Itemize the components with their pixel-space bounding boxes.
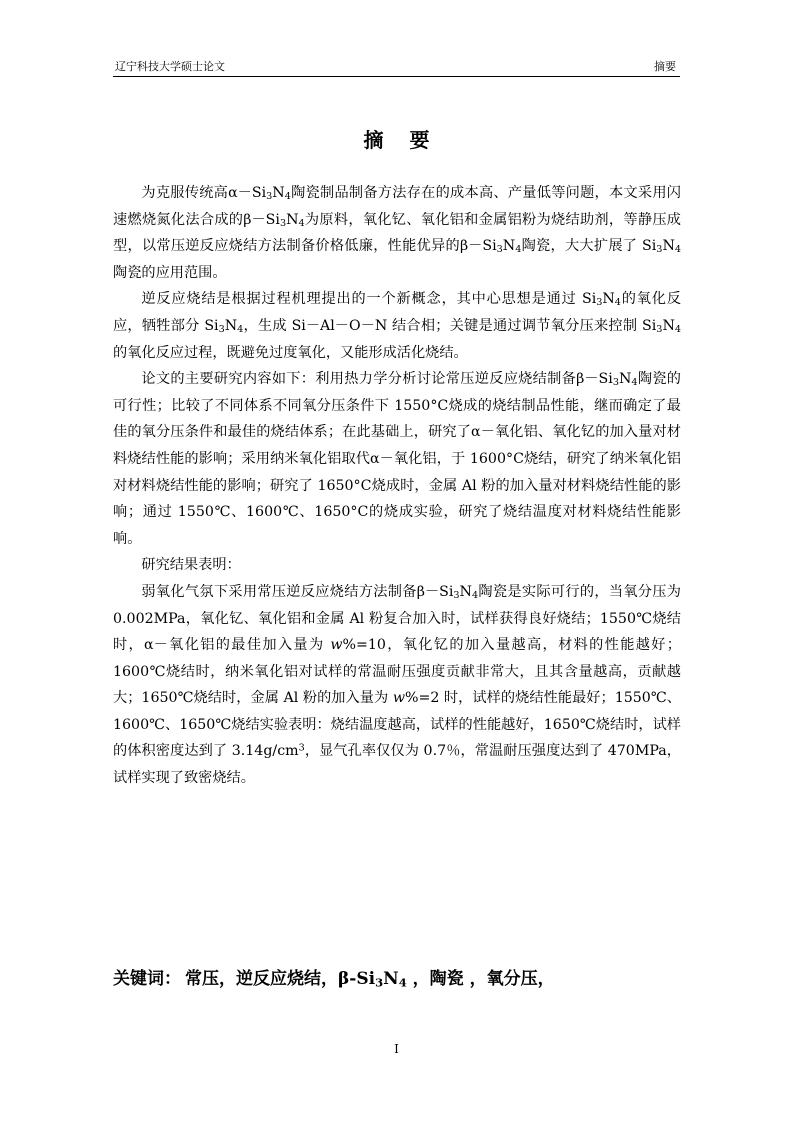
paragraph-results-intro: 研究结果表明： <box>141 557 241 574</box>
header-section-name: 摘要 <box>654 60 676 73</box>
keywords-line <box>113 964 555 989</box>
page-header <box>113 56 680 77</box>
abstract-title: 摘要 <box>363 128 456 152</box>
keywords-text: 常压，逆反应烧结，$\beta-Si_3N_4$ ，陶瓷 ，氧分压， <box>185 969 555 990</box>
keywords-label: 关键词： <box>113 969 181 989</box>
paragraph-intro: 为克服传统高$\alpha-Si_3N_4$陶瓷制品制备方法存在的成本高、产量低等问题，本文采用闪速燃烧氮化法合成的$\beta-Si_3N_4$为原料，氧化钇、氧化铝和金属铝粉为烧结助剂，等静压成型，以常压逆反应烧结方法制备价格低廉，性能优异的$\beta-Si_3N_4$陶瓷，大大扩展了 $Si_3N_4$陶瓷的应用范围。 <box>113 185 681 281</box>
page-number: I <box>394 1042 399 1056</box>
paragraph-results: 弱氧化气氛下采用常压逆反应烧结方法制备$\beta-Si_3N_4$陶瓷是实际可行的，当氧分压为 0.002MPa，氧化钇、氧化铝和金属 Al 粉复合加入时，试样获得良好烧结；1550℃烧结时，α－氧化铝的最佳加入量为 w%=10，氧化钇的加入量越高，材料的性能越好；1600℃烧结时，纳米氧化铝对试样的常温耐压强度贡献非常大，且其含量越高，贡献越大；1650℃烧结时，金属 Al 粉的加入量为 w%=2 时，试样的烧结性能最好；1550℃、1600℃、1650℃烧结实验表明：烧结温度越高，试样的性能越好，1650℃烧结时，试样的体积密度达到了 $3.14g/cm^3$，显气孔率仅仅为 0.7％，常温耐压强度达到了 470MPa，试样实现了致密烧结。 <box>113 583 681 787</box>
paragraph-content: 论文的主要研究内容如下：利用热力学分析讨论常压逆反应烧结制备$\beta-Si_3N_4$陶瓷的可行性；比较了不同体系不同氧分压条件下 1550°C烧成的烧结制品性能，继而确定了最佳的氧分压条件和最佳的烧结体系；在此基础上，研究了α－氧化铝、氧化钇的加入量对材料烧结性能的影响；采用纳米氧化铝取代α－氧化铝，于 1600°C烧结，研究了纳米氧化铝对材料烧结性能的影响；研究了 1650°C烧成时，金属 Al 粉的加入量对材料烧结性能的影响；通过 1550℃、1600℃、1650°C的烧成实验，研究了烧结温度对材料烧结性能影响。 <box>113 371 681 547</box>
header-thesis-title: 辽宁科技大学硕士论文 <box>115 60 225 73</box>
abstract-body <box>113 180 681 792</box>
paragraph-concept: 逆反应烧结是根据过程机理提出的一个新概念，其中心思想是通过 $Si_3N_4$的氧化反应，牺牲部分 $Si_3N_4$，生成 Si－Al－O－N 结合相；关键是通过调节氧分压来控制 $Si_3N_4$的氧化反应过程，既避免过度氧化，又能形成活化烧结。 <box>113 291 681 361</box>
